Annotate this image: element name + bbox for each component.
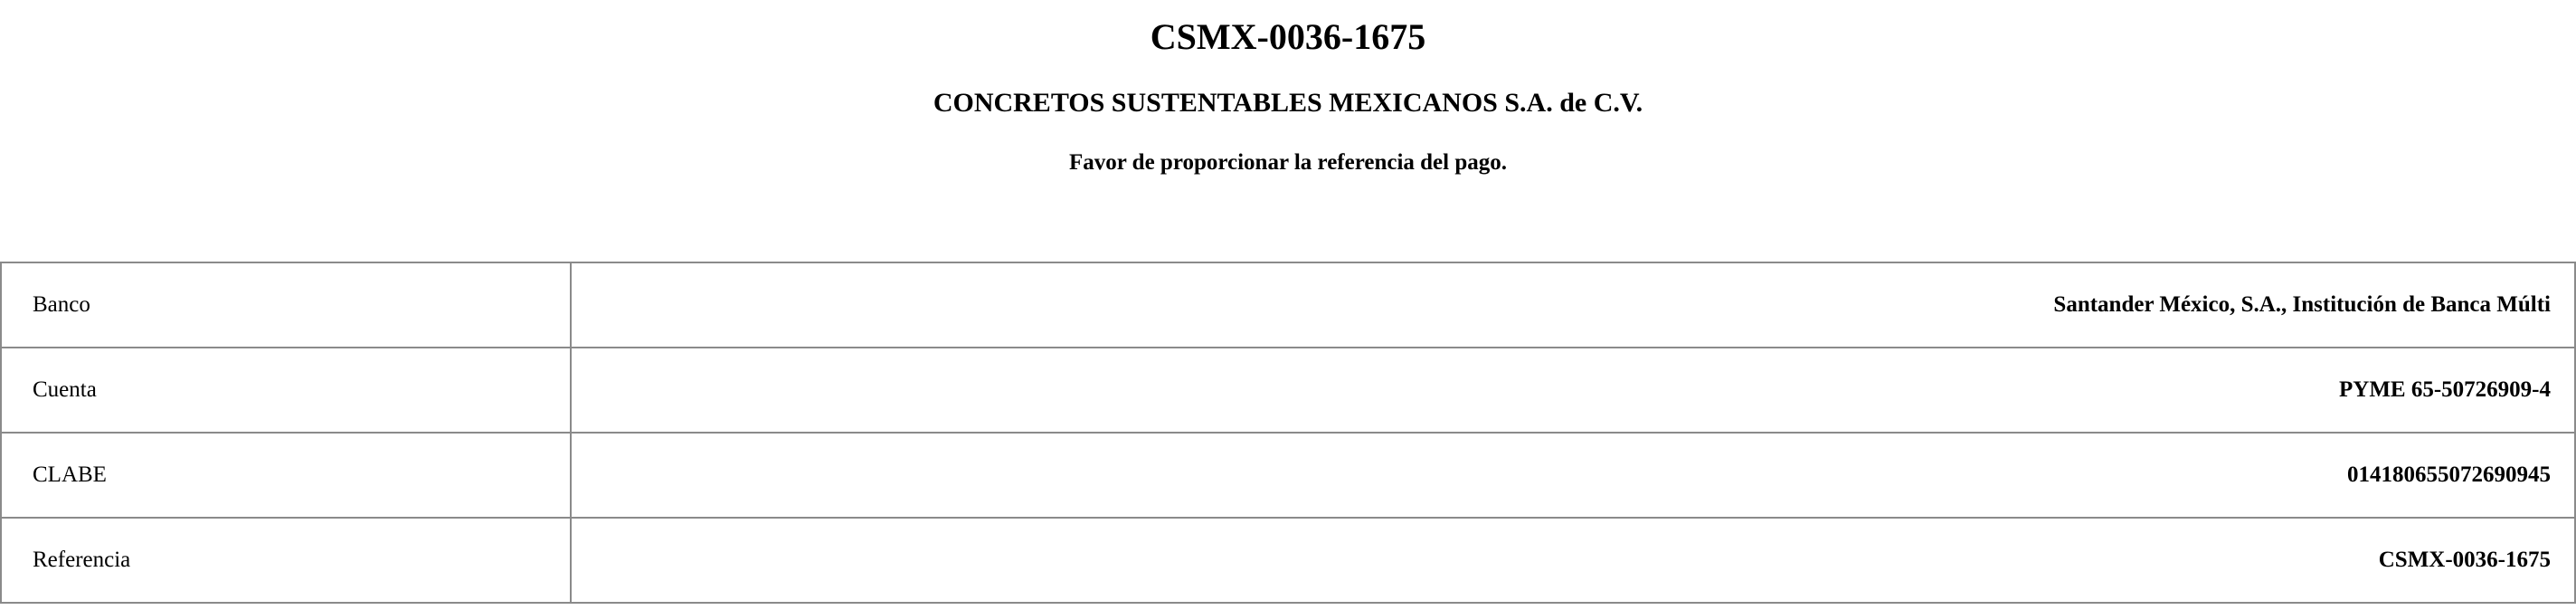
clabe-value: 014180655072690945: [571, 433, 2575, 518]
bank-value: Santander México, S.A., Institución de Banca Múlti: [571, 262, 2575, 348]
document-title: CSMX-0036-1675: [1150, 16, 1426, 57]
clabe-label: CLABE: [1, 433, 571, 518]
table-row-clabe: [1, 433, 2575, 518]
table-row-bank: [1, 262, 2575, 348]
bank-label: Banco: [1, 262, 571, 348]
table-row-reference: [1, 518, 2575, 603]
account-value: PYME 65-50726909-4: [571, 348, 2575, 433]
account-label: Cuenta: [1, 348, 571, 433]
table-row-account: [1, 348, 2575, 433]
reference-label: Referencia: [1, 518, 571, 603]
company-name: CONCRETOS SUSTENTABLES MEXICANOS S.A. de C.V.: [933, 88, 1643, 118]
payment-details-table: [0, 262, 2576, 604]
payment-instruction: Favor de proporcionar la referencia del pago.: [1069, 150, 1507, 175]
reference-value: CSMX-0036-1675: [571, 518, 2575, 603]
